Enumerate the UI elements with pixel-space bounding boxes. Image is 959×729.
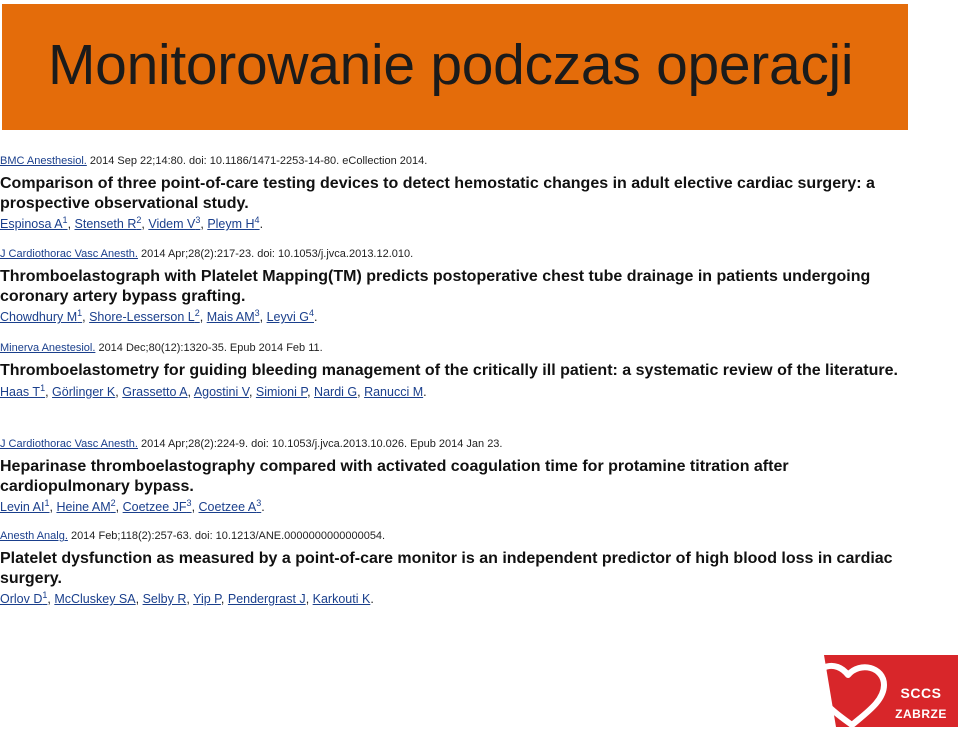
- citation-details: 2014 Feb;118(2):257-63. doi: 10.1213/ANE.0000000000000054.: [67, 530, 386, 542]
- author-link[interactable]: [228, 592, 306, 606]
- author-name: Levin AI: [0, 500, 45, 514]
- author-name: Chowdhury M: [0, 310, 78, 324]
- author-list: Orlov $D^1$, McCluskey SA, Selby R, Yip P, Pendergrast J, Karkouti K.: [0, 589, 374, 606]
- author-link[interactable]: [364, 385, 423, 399]
- author-name: Pendergrast J: [227, 592, 306, 606]
- citation-line: [0, 247, 930, 261]
- author-name: McCluskey SA: [54, 592, 136, 606]
- reference-item: [0, 529, 930, 607]
- author-name: Videm V: [148, 217, 196, 231]
- reference-item: [0, 247, 930, 325]
- citation-details: 2014 Apr;28(2):224-9. doi: 10.1053/j.jvca.2013.10.026. Epub 2014 Jan 23.: [137, 438, 503, 450]
- author-link[interactable]: [194, 385, 249, 399]
- author-link[interactable]: [0, 214, 68, 231]
- author-affiliation-number: 2: [194, 307, 200, 318]
- author-link[interactable]: [52, 385, 115, 399]
- journal-link[interactable]: BMC Anesthesiol.: [0, 155, 87, 167]
- citation-line: [0, 437, 930, 451]
- author-link[interactable]: [56, 497, 116, 514]
- author-name: Coetzee A: [198, 500, 257, 514]
- author-name: Görlinger K: [52, 384, 116, 399]
- author-link[interactable]: [143, 592, 187, 606]
- author-affiliation-number: 1: [42, 589, 48, 600]
- author-name: Grassetto A: [122, 384, 188, 399]
- author-name: Leyvi G: [266, 310, 309, 324]
- author-affiliation-number: 3: [195, 214, 201, 225]
- citation-line: [0, 529, 930, 543]
- author-link[interactable]: [198, 497, 265, 514]
- author-name: Mais AM: [206, 310, 255, 324]
- citation-line: [0, 154, 930, 168]
- author-affiliation-number: 4: [254, 214, 260, 225]
- author-name: Ranucci M: [364, 384, 424, 399]
- author-list: Levin $AI^1$, Heine $AM^2$, Coetzee $JF^3$, Coetzee $A^3$.: [0, 497, 265, 514]
- author-link[interactable]: [0, 307, 83, 324]
- author-name: Stenseth R: [74, 217, 137, 231]
- author-name: Shore-Lesserson L: [89, 310, 195, 324]
- logo-text-sccs: SCCS: [900, 685, 942, 701]
- sccs-zabrze-logo: [800, 655, 958, 727]
- author-link[interactable]: [0, 589, 48, 606]
- article-title: Comparison of three point-of-care testing devices to detect hemostatic changes in adult elective cardiac surgery: a prospective observational study.: [0, 175, 875, 212]
- author-list-end: .: [423, 384, 427, 399]
- logo-text-zabrze: ZABRZE: [895, 707, 947, 721]
- author-list-end: .: [259, 217, 264, 231]
- author-name: Haas T: [0, 384, 41, 399]
- author-affiliation-number: 2: [136, 214, 142, 225]
- author-name: Espinosa A: [0, 217, 63, 231]
- citation-details: 2014 Sep 22;14:80. doi: 10.1186/1471-2253-14-80. eCollection 2014.: [86, 155, 428, 167]
- reference-item: [0, 154, 930, 232]
- citation-details: 2014 Dec;80(12):1320-35. Epub 2014 Feb 11.: [95, 342, 323, 354]
- author-affiliation-number: 3: [186, 497, 192, 508]
- author-affiliation-number: 1: [40, 382, 46, 393]
- author-link[interactable]: [122, 385, 187, 399]
- author-list-end: .: [314, 310, 318, 324]
- journal-link[interactable]: J Cardiothorac Vasc Anesth.: [0, 438, 138, 450]
- author-link[interactable]: [312, 592, 374, 606]
- article-title: Thromboelastograph with Platelet Mapping(TM) predicts postoperative chest tube drainage in patients undergoing coronary artery bypass grafting.: [0, 268, 871, 305]
- author-affiliation-number: 1: [62, 214, 68, 225]
- article-title: Platelet dysfunction as measured by a point-of-care monitor is an independent predictor of high blood loss in cardiac surgery.: [0, 550, 893, 587]
- article-title: Heparinase thromboelastography compared with activated coagulation time for protamine titration after cardiopulmonary bypass.: [0, 458, 789, 495]
- author-affiliation-number: 3: [256, 497, 262, 508]
- author-link[interactable]: [122, 497, 192, 514]
- author-list: Haas $T^1$, Görlinger K, Grassetto A, Agostini V, Simioni P, Nardi G, Ranucci M.: [0, 382, 427, 399]
- author-link[interactable]: [207, 214, 260, 231]
- author-link[interactable]: [314, 385, 357, 399]
- author-affiliation-number: 1: [44, 497, 50, 508]
- author-name: Selby R: [142, 592, 187, 606]
- journal-link[interactable]: J Cardiothorac Vasc Anesth.: [0, 248, 138, 260]
- author-name: Agostini V: [193, 384, 249, 399]
- author-affiliation-number: 2: [110, 497, 116, 508]
- author-name: Orlov D: [0, 592, 43, 606]
- author-list: Espinosa $A^1$, Stenseth $R^2$, Videm $V^3$, Pleym $H^4$.: [0, 214, 264, 231]
- author-name: Karkouti K: [312, 592, 371, 606]
- author-link[interactable]: [0, 382, 46, 399]
- author-link[interactable]: [89, 307, 200, 324]
- author-name: Simioni P: [255, 384, 308, 399]
- author-link[interactable]: [74, 214, 142, 231]
- author-name: Pleym H: [207, 217, 255, 231]
- author-link[interactable]: [193, 592, 221, 606]
- author-affiliation-number: 4: [308, 307, 314, 318]
- reference-item: [0, 341, 930, 400]
- citation-line: [0, 341, 930, 355]
- author-list-end: .: [370, 592, 374, 606]
- author-link[interactable]: [54, 592, 135, 606]
- author-link[interactable]: [0, 497, 50, 514]
- citation-details: 2014 Apr;28(2):217-23. doi: 10.1053/j.jvca.2013.12.010.: [137, 248, 414, 260]
- author-name: Heine AM: [56, 500, 111, 514]
- reference-item: [0, 437, 930, 515]
- author-link[interactable]: [266, 307, 314, 324]
- author-link[interactable]: [206, 307, 260, 324]
- author-link[interactable]: [256, 385, 307, 399]
- author-name: Nardi G: [314, 384, 358, 399]
- author-affiliation-number: 3: [254, 307, 260, 318]
- author-link[interactable]: [148, 214, 201, 231]
- journal-link[interactable]: Minerva Anestesiol.: [0, 342, 96, 354]
- article-title: Thromboelastometry for guiding bleeding management of the critically ill patient: a systematic review of the literature.: [0, 362, 898, 379]
- author-name: Coetzee JF: [122, 500, 187, 514]
- author-list: Chowdhury $M^1$, Shore-Lesserson $L^2$, Mais $AM^3$, Leyvi $G^4$.: [0, 307, 318, 324]
- author-affiliation-number: 1: [77, 307, 83, 318]
- author-list-end: .: [261, 500, 265, 514]
- journal-link[interactable]: Anesth Analg.: [0, 530, 68, 542]
- page-title: Monitorowanie podczas operacji: [48, 33, 854, 97]
- author-name: Yip P: [193, 592, 221, 606]
